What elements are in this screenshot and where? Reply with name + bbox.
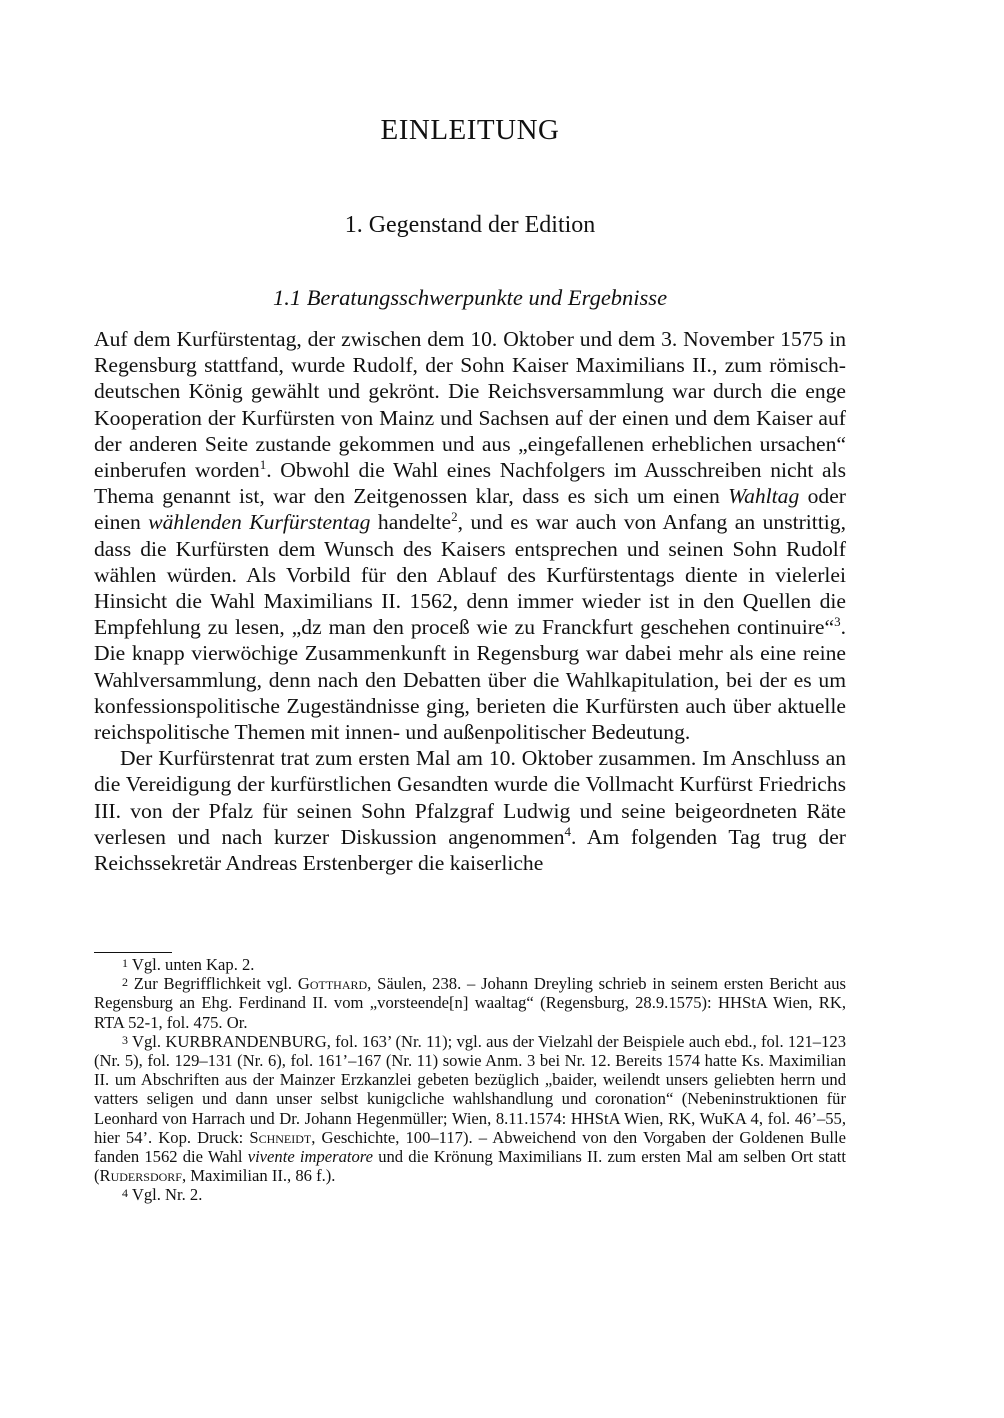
footnote-divider (94, 952, 172, 953)
footnote-ref-1[interactable]: 1 (259, 457, 267, 473)
subsection-heading: 1.1 Beratungsschwerpunkte und Ergebnisse (272, 285, 668, 310)
footnote-2: 2 Zur Begrifflichkeit vgl. Gotthard, Säulen, 238. – Johann Dreyling schrieb in seinem ersten Bericht aus Regensburg an Ehg. Ferdinand II. vom „vorsteende[n] waaltag“ (Regensburg, 28.9.1575): HHStA Wien, RK, RTA 52-1, fol. 475. Or. (94, 974, 846, 1032)
paragraph-2: Der Kurfürstenrat trat zum ersten Mal am 10. Oktober zusammen. Im Anschluss an die Vereidigung der kurfürstlichen Gesandten wurde die Vollmacht Kurfürst Friedrichs III. von der Pfalz für seinen Sohn Pfalzgraf Ludwig und seine beigeordneten Räte verlesen und nach kurzer Diskussion angenommen$^4$. Am folgenden Tag trug der Reichssekretär Andreas Erstenberger die kaiserliche (94, 746, 846, 876)
footnotes (94, 955, 846, 1205)
footnote-4: 4 Vgl. Nr. 2. (122, 1185, 203, 1205)
paragraph-1: Auf dem Kurfürstentag, der zwischen dem 10. Oktober und dem 3. November 1575 in Regensburg stattfand, wurde Rudolf, der Sohn Kaiser Maximilians II., zum römisch-deutschen König gewählt und gekrönt. Die Reichsversammlung war durch die enge Kooperation der Kurfürsten von Mainz und Sachsen auf der einen und dem Kaiser auf der anderen Seite zustande gekommen und aus „eingefallenen erheblichen ursachen“ einberufen worden$^1$. Obwohl die Wahl eines Nachfolgers im Ausschreiben nicht als Thema genannt ist, war den Zeitgenossen klar, dass es sich um einen Wahltag oder einen wählenden Kurfürstentag handelte$^2$, und es war auch von Anfang an unstrittig, dass die Kurfürsten dem Wunsch des Kaisers entsprechen und seinen Sohn Rudolf wählen würden. Als Vorbild für den Ablauf des Kurfürstentags diente in vielerlei Hinsicht die Wahl Maximilians II. 1562, denn immer wieder ist in den Quellen die Empfehlung zu lesen, „dz man den proceß wie zu Franckfurt geschehen continuire“$^3$. Die knapp vierwöchige Zusammenkunft in Regensburg war dabei mehr als eine reine Wahlversammlung, denn nach den Debatten über die Wahlkapitulation, bei der es um konfessionspolitische Zugeständnisse ging, berieten die Kurfürsten auch über aktuelle reichspolitische Themen mit innen- und außenpolitischer Bedeutung. (94, 327, 847, 745)
footnote-3: 3 Vgl. KURBRANDENBURG, fol. 163’ (Nr. 11); vgl. aus der Vielzahl der Beispiele auch ebd., fol. 121–123 (Nr. 5), fol. 129–131 (Nr. 6), fol. 161’–167 (Nr. 11) sowie Anm. 3 bei Nr. 12. Bereits 1574 hatte Ks. Maximilian II. um Abschriften aus der Mainzer Erzkanzlei gebeten bezüglich „baider, weilendt unsers geliebten herrn und vatters seligen und dann unser selbst kunigcliche wahlshandlung und coronation“ (Nebeninstruktionen für Leonhard von Harrach und Dr. Johann Hegenmüller; Wien, 8.11.1574: HHStA Wien, RK, WuKA 4, fol. 46’–55, hier 54’. Kop. Druck: Schneidt, Geschichte, 100–117). – Abweichend von den Vorgaben der Goldenen Bulle fanden 1562 die Wahl vivente imperatore und die Krönung Maximilians II. zum ersten Mal am selben Ort statt (Rudersdorf, Maximilian II., 86 f.). (94, 1031, 846, 1186)
footnote-ref-3[interactable]: 3 (834, 614, 841, 630)
section-heading: 1. Gegenstand der Edition (344, 212, 596, 238)
footnote-1: 1 Vgl. unten Kap. 2. (122, 955, 255, 974)
body-text (94, 326, 846, 876)
chapter-heading: EINLEITUNG (380, 114, 560, 146)
footnote-ref-2[interactable]: 2 (451, 509, 458, 525)
footnote-ref-4[interactable]: 4 (564, 823, 572, 839)
